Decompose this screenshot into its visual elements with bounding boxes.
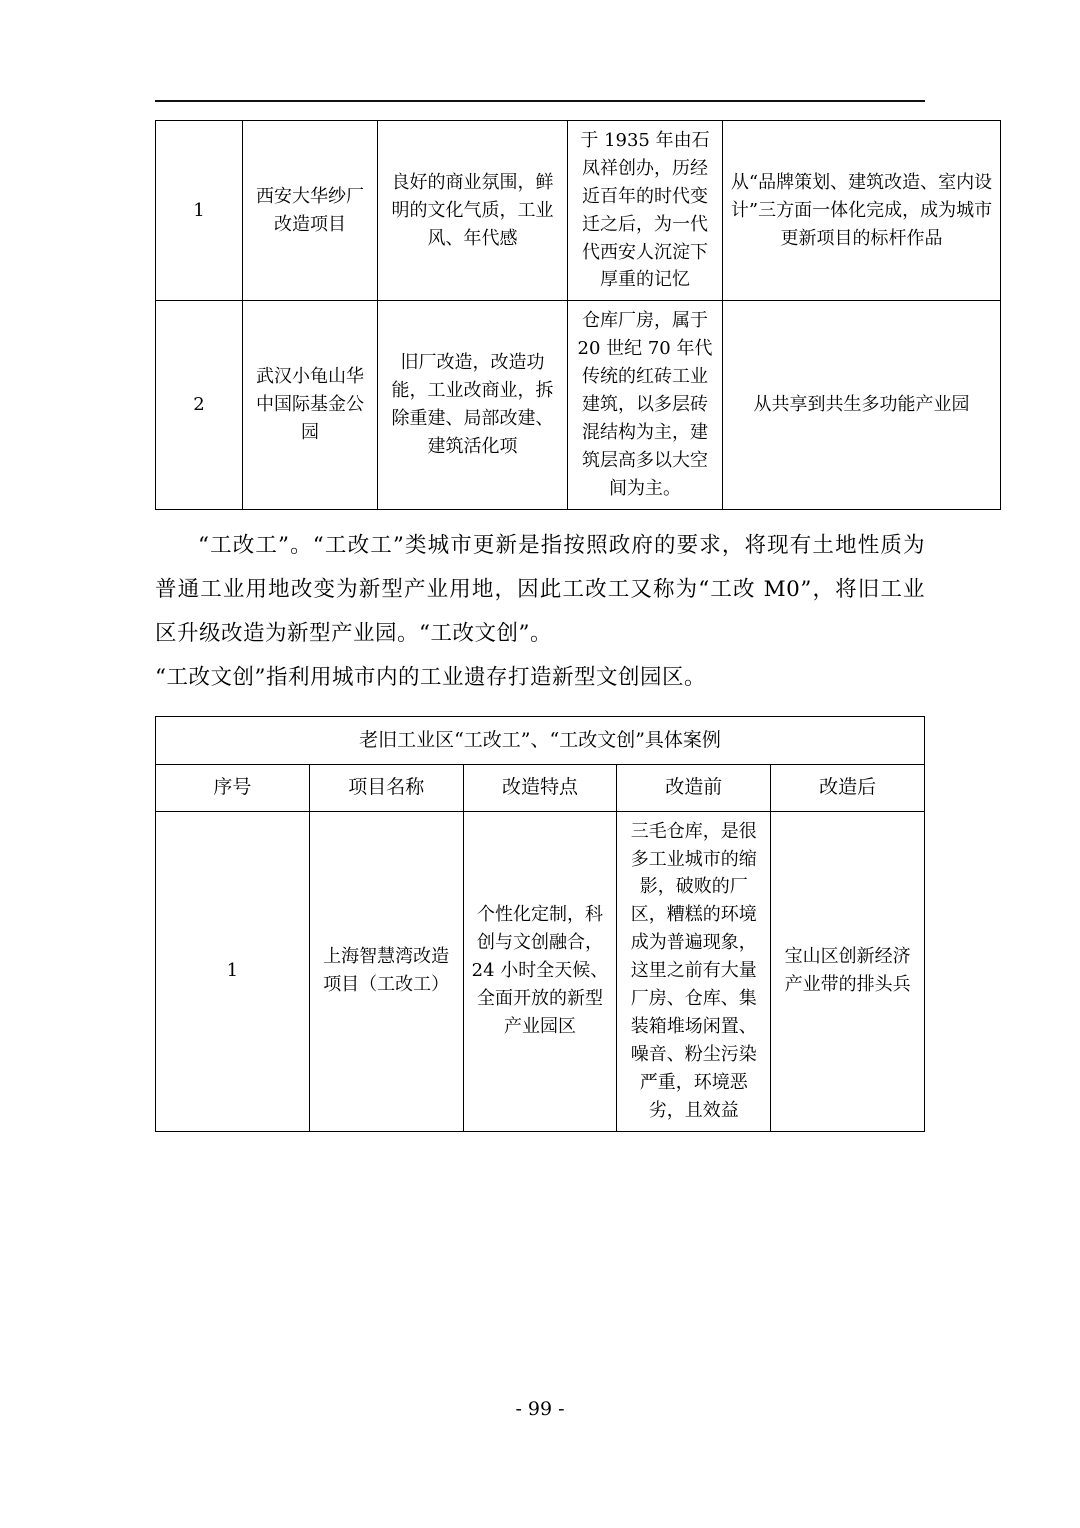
table-title-row xyxy=(156,716,925,764)
case-table-top xyxy=(155,120,1001,510)
row-project-name: 西安大华纱厂改造项目 xyxy=(243,121,378,301)
table-title: 老旧工业区“工改工”、“工改文创”具体案例 xyxy=(156,716,925,764)
case-table-bottom xyxy=(155,716,925,1132)
row-feature: 个性化定制，科创与文创融合，24 小时全天候、全面开放的新型产业园区 xyxy=(463,811,617,1131)
row-project-name: 武汉小龟山华中国际基金公园 xyxy=(243,301,378,509)
row-index: 2 xyxy=(156,301,243,509)
paragraph-gongaigong: “工改工”。“工改工”类城市更新是指按照政府的要求，将现有土地性质为普通工业用地改变为新型产业用地，因此工改工又称为“工改 M0”，将旧工业区升级改造为新型产业园。“工改文创”。 xyxy=(155,532,925,646)
table-row xyxy=(156,301,1001,509)
page-content xyxy=(155,120,993,1132)
row-before: 三毛仓库，是很多工业城市的缩影，破败的厂区，糟糕的环境成为普遍现象，这里之前有大量厂房、仓库、集装箱堆场闲置、噪音、粉尘污染严重，环境恶劣，且效益 xyxy=(617,811,771,1131)
paragraph-gongaiwenchuang: “工改文创”指利用城市内的工业遗存打造新型文创园区。 xyxy=(155,664,706,690)
column-header-feature: 改造特点 xyxy=(463,765,617,811)
row-feature: 旧厂改造，改造功能，工业改商业，拆除重建、局部改建、建筑活化项 xyxy=(378,301,568,509)
body-paragraphs xyxy=(155,524,925,700)
row-index: 1 xyxy=(156,811,310,1131)
row-project-name: 上海智慧湾改造项目（工改工） xyxy=(309,811,463,1131)
column-header-before: 改造前 xyxy=(617,765,771,811)
row-after: 从共享到共生多功能产业园 xyxy=(723,301,1001,509)
column-header-after: 改造后 xyxy=(771,765,925,811)
row-after: 从“品牌策划、建筑改造、室内设计”三方面一体化完成，成为城市更新项目的标杆作品 xyxy=(723,121,1001,301)
row-before: 仓库厂房，属于 20 世纪 70 年代传统的红砖工业建筑，以多层砖混结构为主，建筑层高多以大空间为主。 xyxy=(568,301,723,509)
row-after: 宝山区创新经济产业带的排头兵 xyxy=(771,811,925,1131)
table-header-row xyxy=(156,765,925,811)
table-row xyxy=(156,811,925,1131)
table-row xyxy=(156,121,1001,301)
header-rule xyxy=(155,100,925,102)
row-before: 于 1935 年由石凤祥创办，历经近百年的时代变迁之后，为一代代西安人沉淀下厚重的记忆 xyxy=(568,121,723,301)
column-header-index: 序号 xyxy=(156,765,310,811)
spacer xyxy=(155,700,925,716)
page-number: - 99 - xyxy=(515,1398,565,1420)
row-feature: 良好的商业氛围，鲜明的文化气质，工业风、年代感 xyxy=(378,121,568,301)
row-index: 1 xyxy=(156,121,243,301)
column-header-project-name: 项目名称 xyxy=(309,765,463,811)
